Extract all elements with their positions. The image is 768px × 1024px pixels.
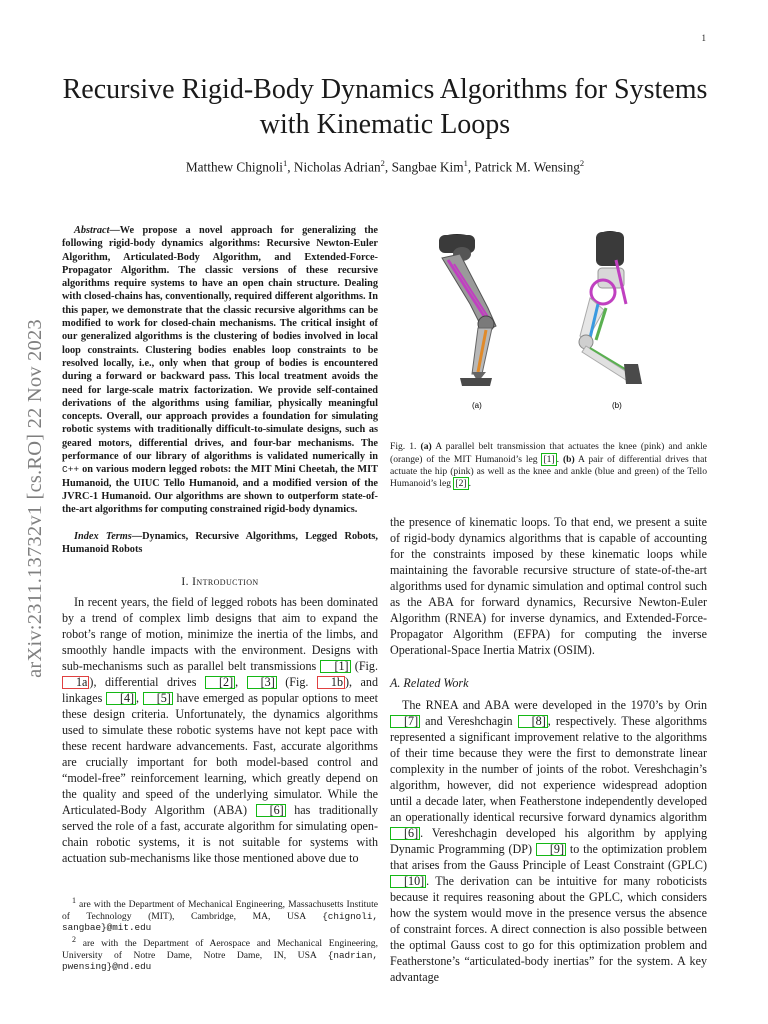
caption-label: Fig. 1. [390,441,417,452]
text-run: ), differential drives [89,675,205,690]
text-run: (Fig. [276,675,317,690]
footnote-text: are with the Department of Aerospace and Mechanical Engineering, University of Notre Dame, Notre Dame, IN, USA [62,938,378,961]
citation-link[interactable]: [2] [205,676,235,689]
citation-link[interactable]: [1] [543,453,555,465]
right-column [390,514,707,985]
figure-panel-b-label: (b) [612,401,622,410]
citation-link[interactable]: [2] [455,478,467,490]
citation-link[interactable]: [6] [256,804,286,817]
mit-humanoid-leg-image [439,234,496,410]
intro-paragraph-continued: the presence of kinematic loops. To that end, we present a suite of rigid-body dynamics algorithms that is capable of accounting for the constraints imposed by these kinematic loops while maintaining the favorable recursive structure of state-of-the-art algorithms used for dynamic simulation and optimal control such as the ABA for forward dynamics, Recursive Newton-Euler Algorithm (RNEA) for inverse dynamics, and Extended-Force-Propagator Algorithm (EFPA) for computing the inverse Operational-Space Inertia Matrix (OSIM). [390,515,707,657]
related-work-paragraph [390,697,707,985]
text-run: has traditionally served the role of a fast, accurate algorithm for simulating open-chain robotic systems, it is not suitable for systems with actuation sub-mechanisms like those mentioned above due to [62,803,379,866]
text-run: . The derivation can be intuitive for many roboticists because it requires reasoning about the GPLC, which considers how the system would move in the presence versus the absence of constraint forces. A direct connection is also possible between the optimal Gauss cost to go for this optimization problem and Featherstone’s “articulated-body inertias” for the system. A key advantage [390,874,707,984]
left-column [62,224,378,866]
author-name: Nicholas Adrian [293,159,381,175]
figure-1 [420,224,690,420]
citation-link[interactable]: [5] [143,692,173,705]
citation-link[interactable]: [8] [518,715,548,728]
text-run: The RNEA and ABA were developed in the 1970’s by Orin [402,698,707,712]
citation-link[interactable]: [1] [320,660,350,673]
citation-link[interactable]: [6] [390,827,420,840]
footnote-text: are with the Department of Mechanical Engineering, Massachusetts Institute of Technology (MIT), Cambridge, MA, USA [62,899,378,922]
affiliation-mark: 2 [579,158,585,168]
intro-paragraph [62,594,378,866]
text-run: , [136,691,143,706]
caption-a-text: A parallel belt transmission that actuates the knee (pink) and ankle (orange) of the MIT Humanoid’s leg [390,441,708,465]
footnote-email: {chignoli, sangbae}@mit.edu [62,910,378,934]
text-run: (Fig. [350,659,378,674]
citation-link[interactable]: [10] [390,875,426,888]
footnote-mark: 2 [72,934,76,944]
figure-link[interactable]: 1b [317,676,345,689]
paper-title: Recursive Rigid-Body Dynamics Algorithms for Systems with Kinematic Loops [62,74,708,140]
affiliation-mark: 2 [380,158,385,168]
citation-link[interactable]: [9] [536,843,566,856]
caption-b-label: (b) [562,453,575,465]
text-run: and Vereshchagin [420,714,518,728]
footnote-email: {nadrian, pwensing}@nd.edu [62,949,378,973]
page-number: 1 [701,33,706,43]
text-run: , respectively. These algorithms represented a significant improvement relative to the algorithms of their time because they were the first to demonstrate linear complexity in the number of joints of the robot. Vereshchagin’s algorithm, however, did not experience widespread adoption until a decade later, when Featherstone independently developed an operationally identical recursive forward dynamics algorithm [390,714,707,824]
arxiv-stamp-text: arXiv:2311.13732v1 [cs.RO] 22 Nov 2023 [23,318,46,678]
section-heading-introduction: I. Introduction [181,576,259,589]
footnote [62,934,378,973]
author-name: Sangbae Kim [391,159,464,175]
footnote-mark: 1 [72,896,76,905]
subsection-heading-related-work: A. Related Work [390,676,469,690]
text-run: , [235,675,247,690]
affiliation-mark: 1 [463,158,468,168]
abstract-text: We propose a novel approach for generalizing the following rigid-body dynamics algorithms: Recursive Newton-Euler Algorithm, Articulated-Body Algorithm, and Extended-Force-Propagator Algorithm. The classic versions of these recursive algorithms require systems to have an open chain structure. Dealing with closed-chains has, conventionally, required different algorithms. In this paper, we demonstrate that the classic recursive algorithms can be modified to work for closed-chain mechanisms. The critical insight of our generalized algorithms is the clustering of bodies involved in local loop constraints. Clustering bodies enables loop constraints to be resolved locally, i.e., only when that group of bodies is encountered during a forward or backward pass. This local treatment avoids the need for large-scale matrix factorization. We provide self-contained derivations of the algorithms using familiar, physically meaningful concepts. Overall, our approach provides a foundation for simulating robotic systems with traditionally difficult-to-simulate designs, such as geared motors, differential drives, and four-bar mechanisms. The performance of our library of algorithms is validated numerically in [62,225,378,463]
text-run: have emerged as popular options to meet these design criteria. Unfortunately, the dynamics algorithms used to simulate these robotic systems have not kept pace with these recent hardware advancements. Fast, accurate algorithms are crucially important for both model-based control and “model-free” reinforcement learning, which greatly depend on the quality and speed of the underlying simulator. While the Articulated-Body Algorithm (ABA) [62,691,379,818]
code-text: C++ [62,464,80,476]
caption-a-label: (a) [420,441,432,452]
figure-1-illustration [420,224,690,420]
citation-link[interactable]: [4] [106,692,136,705]
citation-link[interactable]: [7] [390,715,420,728]
text-run: . Vereshchagin developed his algorithm by applying Dynamic Programming (DP) [390,826,707,856]
text-run: ), and linkages [62,675,379,706]
text-run: In recent years, the field of legged robots has been dominated by a trend of complex limb designs that aim to expand the robot’s range of motion, minimize the inertia of the limbs, and smoothly handle impacts with the environment. Designs with sub-mechanisms such as parallel belt transmissions [62,595,378,674]
author-name: Matthew Chignoli [185,159,283,175]
figure-panel-a-label: (a) [472,401,482,410]
index-terms: Index Terms—Dynamics, Recursive Algorithms, Legged Robots, Humanoid Robots [62,530,378,555]
author-list: Matthew Chignoli$^1$, Nicholas Adrian$^2$, Sangbae Kim$^1$, Patrick M. Wensing$^2$ [185,158,585,175]
text-run: to the optimization problem that arises from the Gauss Principle of Least Constraint (GPLC) [390,842,707,872]
affiliation-mark: 1 [282,158,288,168]
figure-link[interactable]: 1a [62,676,89,689]
author-name: Patrick M. Wensing [474,159,580,175]
citation-link[interactable]: [3] [247,676,277,689]
caption-b-text: A pair of differential drives that actuate the hip (pink) as well as the knee and ankle (blue and green) of the Tello Humanoid’s leg [390,453,707,490]
abstract-label: Abstract [74,225,110,236]
footnote [62,895,378,934]
tello-humanoid-leg-image [579,231,642,410]
abstract-text-cont: on various modern legged robots: the MIT Mini Cheetah, the MIT Humanoid, the UIUC Tello Humanoid, and a modified version of the JVRC-1 Humanoid. Our algorithms are shown to outperform state-of-the-art algorithms for computing constrained rigid-body dynamics. [62,464,378,516]
arxiv-identifier-stamp [20,264,50,732]
index-terms-label: Index Terms [74,530,132,542]
figure-caption: Fig. 1. (a) A parallel belt transmission that actuates the knee (pink) and ankle (orange) of the MIT Humanoid’s leg [1] . (b) A pair of differential drives that actuate the hip (pink) as well as the knee and ankle (blue and green) of the Tello Humanoid’s leg [2] . [390,441,708,490]
index-terms-text: Dynamics, Recursive Algorithms, Legged Robots, Humanoid Robots [62,530,378,555]
abstract: Abstract—We propose a novel approach for generalizing the following rigid-body dynamics algorithms: Recursive Newton-Euler Algorithm, Articulated-Body Algorithm, and Extended-Force-Propagator Algorithm. The classic versions of these recursive algorithms require systems to have an open chain structure. Dealing with closed-chains has, conventionally, required different algorithms. In this paper, we demonstrate that the classic recursive algorithms can be modified to work for closed-chain mechanisms. The critical insight of our generalized algorithms is the clustering of bodies involved in local loop constraints. Clustering bodies enables loop constraints to be resolved locally, i.e., only when that group of bodies is encountered during a forward or backward pass. This local treatment avoids the need for large-scale matrix factorization. We provide self-contained derivations of the algorithms using familiar, physically meaningful concepts. Overall, our approach provides a foundation for simulating robotic systems with traditionally difficult-to-simulate designs, such as geared motors, differential drives, and four-bar mechanisms. The performance of our library of algorithms is validated numerically in C++ on various modern legged robots: the MIT Mini Cheetah, the MIT Humanoid, the UIUC Tello Humanoid, and a modified version of the JVRC-1 Humanoid. Our algorithms are shown to outperform state-of-the-art algorithms for computing constrained rigid-body dynamics. [62,225,378,516]
footnotes [62,895,378,973]
